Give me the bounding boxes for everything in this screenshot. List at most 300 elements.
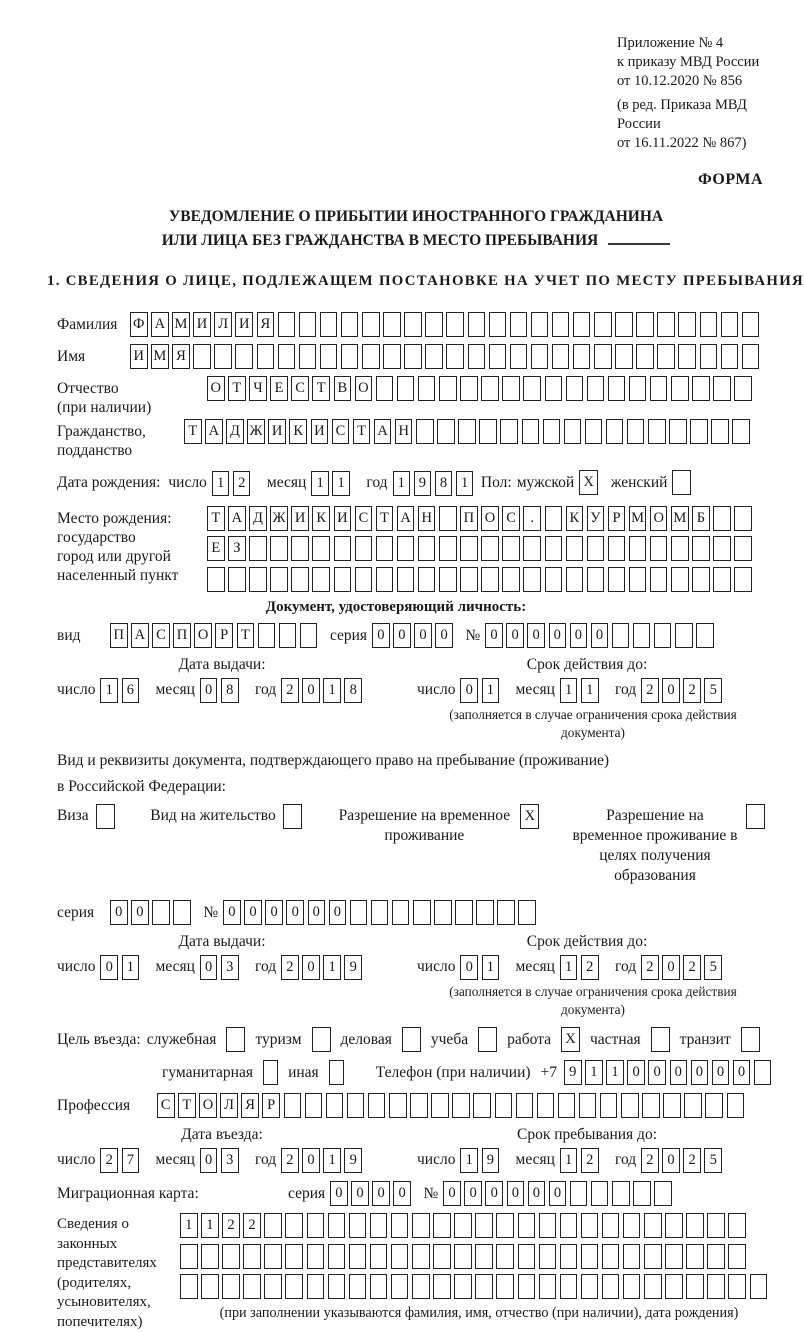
form-cell[interactable]	[371, 900, 389, 925]
form-cell[interactable]: Б	[692, 506, 710, 531]
form-cell[interactable]: 1	[323, 955, 341, 980]
form-cell[interactable]	[742, 344, 760, 369]
form-cell[interactable]: 0	[733, 1060, 751, 1085]
form-cell[interactable]	[650, 376, 668, 401]
form-cell[interactable]	[728, 1244, 746, 1269]
form-cell[interactable]	[657, 312, 675, 337]
form-cell[interactable]	[671, 536, 689, 561]
form-cell[interactable]	[468, 344, 486, 369]
form-cell[interactable]	[522, 419, 540, 444]
form-cell[interactable]: Н	[395, 419, 413, 444]
form-cell[interactable]: Р	[262, 1093, 280, 1118]
form-cell[interactable]: 0	[662, 955, 680, 980]
form-cell[interactable]	[711, 419, 729, 444]
form-cell[interactable]	[452, 1093, 470, 1118]
form-cell[interactable]	[545, 376, 563, 401]
form-cell[interactable]	[389, 1093, 407, 1118]
form-cell[interactable]: Т	[184, 419, 202, 444]
form-cell[interactable]	[684, 1093, 702, 1118]
form-cell[interactable]	[732, 419, 750, 444]
form-cell[interactable]: 2	[233, 471, 251, 496]
form-cell[interactable]	[270, 567, 288, 592]
form-cell[interactable]	[573, 312, 591, 337]
form-cell[interactable]	[608, 536, 626, 561]
form-cell[interactable]: О	[194, 623, 212, 648]
form-cell[interactable]: 1	[560, 955, 578, 980]
form-cell[interactable]	[173, 900, 191, 925]
form-cell[interactable]: С	[355, 506, 373, 531]
form-cell[interactable]: 0	[131, 900, 149, 925]
form-cell[interactable]	[433, 1213, 451, 1238]
form-cell[interactable]	[278, 312, 296, 337]
form-cell[interactable]: 1	[122, 955, 140, 980]
form-cell[interactable]	[621, 1093, 639, 1118]
form-cell[interactable]	[721, 312, 739, 337]
form-cell[interactable]	[692, 376, 710, 401]
form-cell[interactable]	[391, 1213, 409, 1238]
form-cell[interactable]: Т	[353, 419, 371, 444]
form-cell[interactable]	[518, 1244, 536, 1269]
form-cell[interactable]	[587, 567, 605, 592]
form-cell[interactable]	[678, 312, 696, 337]
form-cell[interactable]	[249, 536, 267, 561]
form-cell[interactable]	[368, 1093, 386, 1118]
form-cell[interactable]	[585, 419, 603, 444]
form-cell[interactable]	[552, 312, 570, 337]
form-cell[interactable]	[629, 567, 647, 592]
form-cell[interactable]	[312, 536, 330, 561]
form-cell[interactable]	[627, 419, 645, 444]
form-cell[interactable]: 9	[344, 1148, 362, 1173]
form-cell[interactable]: 0	[485, 623, 503, 648]
form-cell[interactable]: .	[523, 506, 541, 531]
checkbox-temp-residence[interactable]: X	[520, 804, 539, 829]
form-cell[interactable]	[700, 312, 718, 337]
form-cell[interactable]	[347, 1093, 365, 1118]
form-cell[interactable]: 0	[351, 1181, 369, 1206]
form-cell[interactable]: Р	[608, 506, 626, 531]
form-cell[interactable]	[678, 344, 696, 369]
form-cell[interactable]: 1	[212, 471, 230, 496]
form-cell[interactable]: 0	[485, 1181, 503, 1206]
form-cell[interactable]: 1	[201, 1213, 219, 1238]
form-cell[interactable]: Т	[376, 506, 394, 531]
form-cell[interactable]	[518, 1274, 536, 1299]
form-cell[interactable]: Ф	[130, 312, 148, 337]
form-cell[interactable]	[355, 567, 373, 592]
form-cell[interactable]	[425, 312, 443, 337]
form-cell[interactable]: 2	[683, 955, 701, 980]
form-cell[interactable]	[460, 567, 478, 592]
form-cell[interactable]	[671, 567, 689, 592]
form-cell[interactable]	[243, 1274, 261, 1299]
form-cell[interactable]	[235, 344, 253, 369]
form-cell[interactable]: Т	[228, 376, 246, 401]
form-cell[interactable]	[412, 1274, 430, 1299]
form-cell[interactable]	[600, 1093, 618, 1118]
form-cell[interactable]: 1	[311, 471, 329, 496]
form-cell[interactable]: 0	[460, 678, 478, 703]
form-cell[interactable]	[644, 1244, 662, 1269]
form-cell[interactable]	[475, 1274, 493, 1299]
form-cell[interactable]	[612, 623, 630, 648]
form-cell[interactable]	[518, 1213, 536, 1238]
form-cell[interactable]	[468, 312, 486, 337]
form-cell[interactable]	[734, 376, 752, 401]
form-cell[interactable]: 0	[393, 623, 411, 648]
form-cell[interactable]	[201, 1274, 219, 1299]
form-cell[interactable]	[307, 1274, 325, 1299]
form-cell[interactable]	[654, 623, 672, 648]
form-cell[interactable]: 8	[435, 471, 453, 496]
form-cell[interactable]	[591, 1181, 609, 1206]
form-cell[interactable]	[285, 1274, 303, 1299]
form-cell[interactable]	[370, 1213, 388, 1238]
form-cell[interactable]: 0	[549, 623, 567, 648]
form-cell[interactable]: 8	[221, 678, 239, 703]
form-cell[interactable]	[663, 1093, 681, 1118]
form-cell[interactable]: 1	[180, 1213, 198, 1238]
form-cell[interactable]	[545, 506, 563, 531]
form-cell[interactable]	[278, 344, 296, 369]
form-cell[interactable]: 1	[323, 1148, 341, 1173]
form-cell[interactable]: 0	[627, 1060, 645, 1085]
form-cell[interactable]	[222, 1244, 240, 1269]
form-cell[interactable]: 5	[704, 678, 722, 703]
form-cell[interactable]: 6	[122, 678, 140, 703]
form-cell[interactable]: 2	[222, 1213, 240, 1238]
form-cell[interactable]: 2	[281, 1148, 299, 1173]
form-cell[interactable]	[650, 536, 668, 561]
form-cell[interactable]	[545, 567, 563, 592]
form-cell[interactable]	[523, 567, 541, 592]
form-cell[interactable]	[633, 623, 651, 648]
form-cell[interactable]: 0	[712, 1060, 730, 1085]
form-cell[interactable]	[560, 1213, 578, 1238]
form-cell[interactable]	[328, 1274, 346, 1299]
form-cell[interactable]	[579, 1093, 597, 1118]
form-cell[interactable]	[279, 623, 297, 648]
form-cell[interactable]	[615, 312, 633, 337]
form-cell[interactable]	[434, 900, 452, 925]
form-cell[interactable]	[439, 567, 457, 592]
form-cell[interactable]: З	[228, 536, 246, 561]
form-cell[interactable]	[642, 1093, 660, 1118]
form-cell[interactable]	[587, 536, 605, 561]
form-cell[interactable]	[629, 536, 647, 561]
form-cell[interactable]: 8	[344, 678, 362, 703]
form-cell[interactable]	[454, 1274, 472, 1299]
form-cell[interactable]	[608, 376, 626, 401]
form-cell[interactable]: С	[291, 376, 309, 401]
checkbox-work[interactable]: X	[561, 1027, 580, 1052]
form-cell[interactable]: И	[235, 312, 253, 337]
form-cell[interactable]	[686, 1244, 704, 1269]
checkbox-study[interactable]	[478, 1027, 497, 1052]
form-cell[interactable]: 1	[456, 471, 474, 496]
form-cell[interactable]: 0	[265, 900, 283, 925]
form-cell[interactable]	[496, 1244, 514, 1269]
form-cell[interactable]	[489, 344, 507, 369]
form-cell[interactable]	[539, 1274, 557, 1299]
checkbox-male[interactable]: X	[579, 470, 598, 495]
form-cell[interactable]: 1	[581, 678, 599, 703]
form-cell[interactable]	[243, 1244, 261, 1269]
form-cell[interactable]	[439, 376, 457, 401]
form-cell[interactable]: 2	[641, 1148, 659, 1173]
form-cell[interactable]: 0	[329, 900, 347, 925]
form-cell[interactable]	[412, 1213, 430, 1238]
form-cell[interactable]	[754, 1060, 772, 1085]
form-cell[interactable]	[612, 1181, 630, 1206]
form-cell[interactable]: 0	[330, 1181, 348, 1206]
form-cell[interactable]	[552, 344, 570, 369]
form-cell[interactable]: П	[460, 506, 478, 531]
form-cell[interactable]	[566, 536, 584, 561]
form-cell[interactable]: Р	[215, 623, 233, 648]
form-cell[interactable]	[397, 376, 415, 401]
form-cell[interactable]: 0	[662, 1148, 680, 1173]
form-cell[interactable]: 0	[460, 955, 478, 980]
form-cell[interactable]	[633, 1181, 651, 1206]
form-cell[interactable]	[341, 312, 359, 337]
form-cell[interactable]	[558, 1093, 576, 1118]
form-cell[interactable]: 2	[683, 678, 701, 703]
form-cell[interactable]: А	[131, 623, 149, 648]
form-cell[interactable]: Л	[214, 312, 232, 337]
form-cell[interactable]	[214, 344, 232, 369]
form-cell[interactable]	[543, 419, 561, 444]
form-cell[interactable]	[587, 376, 605, 401]
form-cell[interactable]	[291, 536, 309, 561]
form-cell[interactable]	[502, 567, 520, 592]
form-cell[interactable]: 2	[243, 1213, 261, 1238]
form-cell[interactable]	[713, 536, 731, 561]
form-cell[interactable]: 0	[443, 1181, 461, 1206]
form-cell[interactable]	[404, 344, 422, 369]
form-cell[interactable]: Ч	[249, 376, 267, 401]
form-cell[interactable]: Л	[220, 1093, 238, 1118]
form-cell[interactable]: В	[334, 376, 352, 401]
form-cell[interactable]	[650, 567, 668, 592]
form-cell[interactable]	[476, 900, 494, 925]
form-cell[interactable]	[264, 1274, 282, 1299]
form-cell[interactable]	[510, 312, 528, 337]
form-cell[interactable]	[696, 623, 714, 648]
form-cell[interactable]: 0	[223, 900, 241, 925]
form-cell[interactable]	[334, 536, 352, 561]
form-cell[interactable]: 0	[648, 1060, 666, 1085]
form-cell[interactable]: А	[228, 506, 246, 531]
form-cell[interactable]	[539, 1213, 557, 1238]
form-cell[interactable]	[608, 567, 626, 592]
form-cell[interactable]	[454, 1244, 472, 1269]
form-cell[interactable]: Я	[257, 312, 275, 337]
form-cell[interactable]	[671, 376, 689, 401]
checkbox-residence-permit[interactable]	[283, 804, 302, 829]
form-cell[interactable]	[391, 1274, 409, 1299]
form-cell[interactable]	[349, 1274, 367, 1299]
checkbox-visa[interactable]	[96, 804, 115, 829]
form-cell[interactable]	[285, 1213, 303, 1238]
form-cell[interactable]	[391, 1244, 409, 1269]
form-cell[interactable]	[669, 419, 687, 444]
form-cell[interactable]	[531, 344, 549, 369]
form-cell[interactable]	[264, 1213, 282, 1238]
form-cell[interactable]	[180, 1244, 198, 1269]
form-cell[interactable]	[328, 1244, 346, 1269]
checkbox-tourism[interactable]	[312, 1027, 331, 1052]
form-cell[interactable]	[479, 419, 497, 444]
form-cell[interactable]: 0	[372, 623, 390, 648]
form-cell[interactable]	[734, 536, 752, 561]
form-cell[interactable]: А	[205, 419, 223, 444]
form-cell[interactable]	[307, 1244, 325, 1269]
form-cell[interactable]	[312, 567, 330, 592]
form-cell[interactable]: Д	[249, 506, 267, 531]
form-cell[interactable]: 0	[302, 678, 320, 703]
form-cell[interactable]: О	[207, 376, 225, 401]
form-cell[interactable]	[349, 1213, 367, 1238]
form-cell[interactable]: 0	[200, 678, 218, 703]
form-cell[interactable]	[692, 536, 710, 561]
form-cell[interactable]: 2	[641, 678, 659, 703]
form-cell[interactable]: 9	[414, 471, 432, 496]
form-cell[interactable]: 0	[244, 900, 262, 925]
form-cell[interactable]	[560, 1244, 578, 1269]
form-cell[interactable]	[410, 1093, 428, 1118]
form-cell[interactable]	[383, 344, 401, 369]
form-cell[interactable]: 0	[570, 623, 588, 648]
form-cell[interactable]	[416, 419, 434, 444]
form-cell[interactable]	[713, 567, 731, 592]
form-cell[interactable]	[473, 1093, 491, 1118]
form-cell[interactable]	[496, 1213, 514, 1238]
form-cell[interactable]	[370, 1244, 388, 1269]
form-cell[interactable]	[742, 312, 760, 337]
form-cell[interactable]: И	[291, 506, 309, 531]
form-cell[interactable]	[539, 1244, 557, 1269]
checkbox-temp-residence-education[interactable]	[746, 804, 765, 829]
form-cell[interactable]: Ж	[270, 506, 288, 531]
form-cell[interactable]	[249, 567, 267, 592]
form-cell[interactable]	[284, 1093, 302, 1118]
form-cell[interactable]: И	[334, 506, 352, 531]
form-cell[interactable]: 0	[302, 1148, 320, 1173]
form-cell[interactable]: 2	[281, 678, 299, 703]
checkbox-other[interactable]	[329, 1060, 344, 1085]
form-cell[interactable]: Н	[418, 506, 436, 531]
form-cell[interactable]: 1	[100, 678, 118, 703]
form-cell[interactable]	[446, 344, 464, 369]
form-cell[interactable]	[439, 536, 457, 561]
form-cell[interactable]	[412, 1244, 430, 1269]
form-cell[interactable]: У	[587, 506, 605, 531]
form-cell[interactable]: 1	[560, 678, 578, 703]
form-cell[interactable]	[264, 1244, 282, 1269]
form-cell[interactable]	[341, 344, 359, 369]
form-cell[interactable]	[727, 1093, 745, 1118]
form-cell[interactable]: И	[311, 419, 329, 444]
form-cell[interactable]	[285, 1244, 303, 1269]
form-cell[interactable]: 1	[332, 471, 350, 496]
form-cell[interactable]	[418, 567, 436, 592]
form-cell[interactable]: К	[289, 419, 307, 444]
form-cell[interactable]: 2	[683, 1148, 701, 1173]
form-cell[interactable]: И	[268, 419, 286, 444]
form-cell[interactable]: М	[671, 506, 689, 531]
form-cell[interactable]	[495, 1093, 513, 1118]
form-cell[interactable]	[300, 623, 318, 648]
form-cell[interactable]	[180, 1274, 198, 1299]
form-cell[interactable]: 1	[460, 1148, 478, 1173]
form-cell[interactable]	[502, 536, 520, 561]
form-cell[interactable]: 5	[704, 955, 722, 980]
form-cell[interactable]: А	[374, 419, 392, 444]
form-cell[interactable]	[573, 344, 591, 369]
form-cell[interactable]	[665, 1213, 683, 1238]
form-cell[interactable]: С	[332, 419, 350, 444]
form-cell[interactable]	[326, 1093, 344, 1118]
form-cell[interactable]	[334, 567, 352, 592]
form-cell[interactable]	[404, 312, 422, 337]
form-cell[interactable]	[397, 567, 415, 592]
checkbox-official[interactable]	[226, 1027, 245, 1052]
form-cell[interactable]: М	[629, 506, 647, 531]
checkbox-female[interactable]	[672, 470, 691, 495]
form-cell[interactable]: 0	[435, 623, 453, 648]
form-cell[interactable]	[481, 536, 499, 561]
form-cell[interactable]	[686, 1274, 704, 1299]
form-cell[interactable]	[299, 312, 317, 337]
form-cell[interactable]	[299, 344, 317, 369]
form-cell[interactable]: 0	[506, 623, 524, 648]
form-cell[interactable]: 0	[591, 623, 609, 648]
form-cell[interactable]	[510, 344, 528, 369]
form-cell[interactable]	[355, 536, 373, 561]
form-cell[interactable]	[707, 1274, 725, 1299]
form-cell[interactable]	[629, 376, 647, 401]
form-cell[interactable]: И	[193, 312, 211, 337]
form-cell[interactable]: 2	[100, 1148, 118, 1173]
form-cell[interactable]: Ж	[247, 419, 265, 444]
form-cell[interactable]	[531, 312, 549, 337]
form-cell[interactable]	[502, 376, 520, 401]
form-cell[interactable]	[602, 1274, 620, 1299]
form-cell[interactable]	[481, 567, 499, 592]
form-cell[interactable]	[228, 567, 246, 592]
form-cell[interactable]	[518, 900, 536, 925]
form-cell[interactable]	[418, 536, 436, 561]
form-cell[interactable]: Е	[270, 376, 288, 401]
form-cell[interactable]	[523, 536, 541, 561]
form-cell[interactable]	[328, 1213, 346, 1238]
form-cell[interactable]	[721, 344, 739, 369]
form-cell[interactable]: Д	[226, 419, 244, 444]
form-cell[interactable]	[690, 419, 708, 444]
form-cell[interactable]	[734, 506, 752, 531]
form-cell[interactable]	[475, 1213, 493, 1238]
form-cell[interactable]	[481, 376, 499, 401]
form-cell[interactable]: 1	[482, 955, 500, 980]
form-cell[interactable]: 2	[641, 955, 659, 980]
form-cell[interactable]	[413, 900, 431, 925]
form-cell[interactable]	[707, 1213, 725, 1238]
form-cell[interactable]	[500, 419, 518, 444]
form-cell[interactable]	[734, 567, 752, 592]
form-cell[interactable]	[376, 376, 394, 401]
form-cell[interactable]: А	[397, 506, 415, 531]
